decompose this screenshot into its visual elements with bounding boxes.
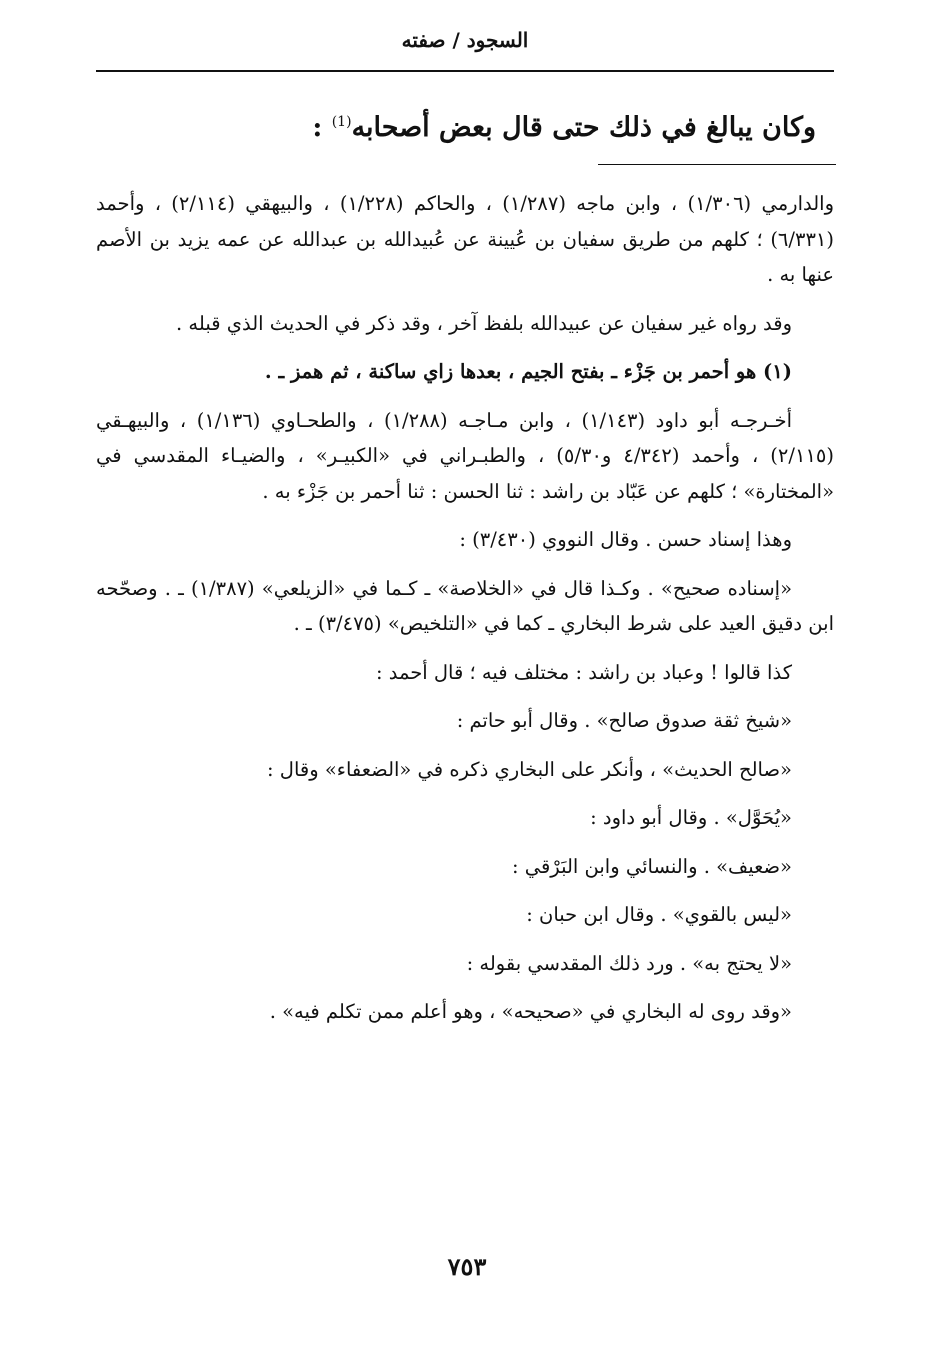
main-text-line [176, 100, 816, 150]
note-paragraph: والدارمي (١/٣٠٦) ، وابن ماجه (١/٢٨٧) ، والحاكم (١/٢٢٨) ، والبيهقي (٢/١١٤) ، وأحمد (٦/٣٣١) ؛ كلهم من طريق سفيان بن عُيينة عن عُبيدالله بن عبدالله عن عمه يزيد بن الأصم عنها به . [96, 192, 834, 286]
note-paragraph: وقد رواه غير سفيان عن عبيدالله بلفظ آخر ، وقد ذكر في الحديث الذي قبله . [176, 311, 792, 335]
note-paragraph: «ليس بالقوي» . وقال ابن حبان : [526, 903, 792, 926]
footnotes-section [96, 186, 834, 1043]
note-paragraph: وهذا إسناد حسن . وقال النووي (٣/٤٣٠) : [459, 528, 792, 551]
header-rule [96, 70, 834, 72]
note-paragraph: «شيخ ثقة صدوق صالح» . وقال أبو حاتم : [456, 709, 792, 732]
page-number: ٧٥٣ [447, 1252, 487, 1281]
footnote-marker: (1) [331, 114, 352, 130]
note-paragraph: «يُحَوَّل» . وقال أبو داود : [590, 806, 792, 829]
note-paragraph: كذا قالوا ! وعباد بن راشد : مختلف فيه ؛ قال أحمد : [375, 660, 792, 684]
main-text: وكان يبالغ في ذلك حتى قال بعض أصحابه [351, 112, 816, 143]
note-paragraph: «صالح الحديث» ، وأنكر على البخاري ذكره في «الضعفاء» وقال : [267, 757, 792, 781]
note-paragraph: «وقد روى له البخاري في «صحيحه» ، وهو أعلم ممن تكلم فيه» . [269, 1000, 792, 1023]
footnote-separator [598, 164, 836, 165]
note-paragraph: «ضعيف» . والنسائي وابن البَرْقي : [511, 854, 792, 878]
note-paragraph: «إسناده صحيح» . وكـذا قال في «الخلاصة» ـ كـما في «الزيلعي» (١/٣٨٧) ـ . وصحّحه ابن دقيق العيد على شرط البخاري ـ كما في «التلخيص» (٣/٤٧٥) ـ . [96, 576, 834, 635]
footnote-1: (١) هو أحمر بن جَزْء ـ بفتح الجيم ، بعدها زاي ساكنة ، ثم همز ـ . [264, 360, 792, 383]
main-text-tail: : [312, 112, 332, 143]
note-paragraph: أخـرجـه أبو داود (١/١٤٣) ، وابن مـاجـه (١/٢٨٨) ، والطحـاوي (١/١٣٦) ، والبيهـقي (٢/١١٥) ، وأحمد (٤/٣٤٢ و٥/٣٠) ، والطبـراني في «الكبيـر» ، والضيـاء المقدسي في «المختارة» ؛ كلهم عن عَبّاد بن راشد : ثنا الحسن : ثنا أحمر بن جَزْء به . [96, 408, 834, 503]
note-paragraph: «لا يحتج به» . ورد ذلك المقدسي بقوله : [466, 951, 792, 975]
running-head-title: السجود / صفته [401, 28, 529, 52]
